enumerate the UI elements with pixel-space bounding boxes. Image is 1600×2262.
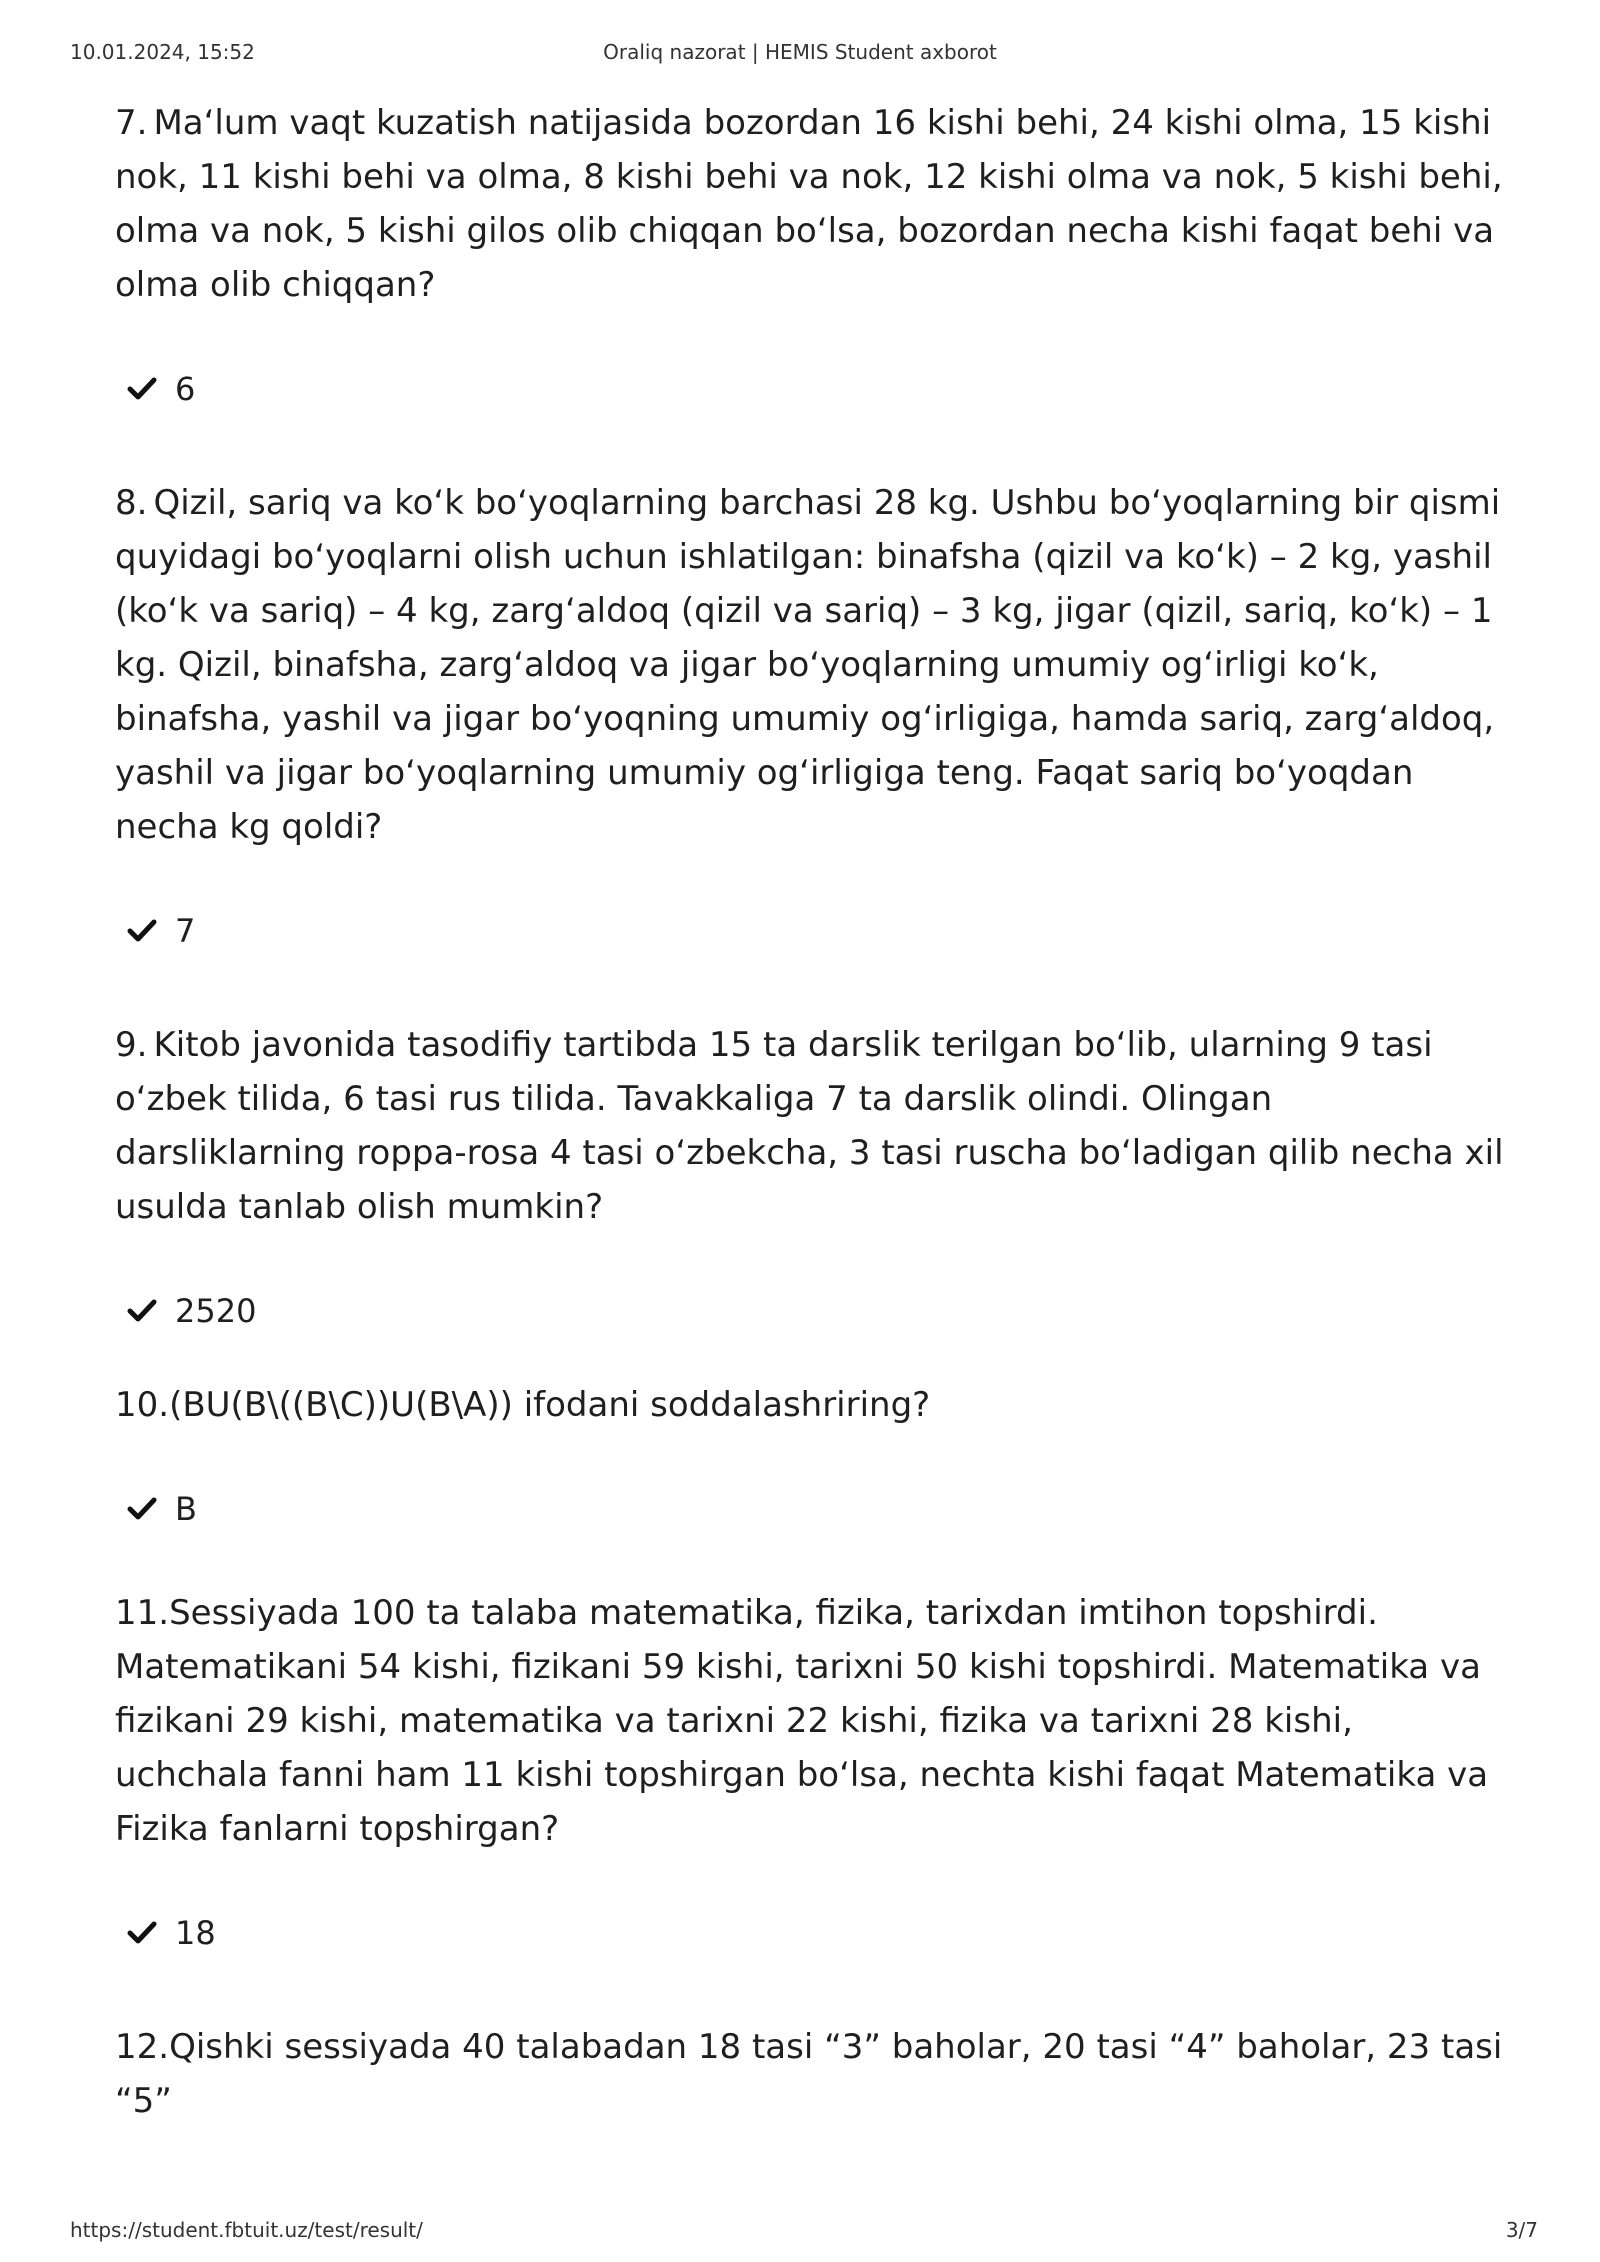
- question-number: 7.: [115, 103, 148, 143]
- question-text: Ma‘lum vaqt kuzatish natijasida bozordan 16 kishi behi, 24 kishi olma, 15 kishi nok, 11 kishi behi va olma, 8 kishi behi va nok, 12 kishi olma va nok, 5 kishi behi, olma va nok, 5 kishi gilos olib chiqqan bo‘lsa, bozordan necha kishi faqat behi va olma olib chiqqan?: [115, 103, 1503, 305]
- answer-9: [127, 1286, 1510, 1336]
- answer-value: 7: [175, 912, 196, 950]
- answer-11: [127, 1908, 1510, 1958]
- question-number: 10.: [115, 1385, 170, 1425]
- print-header: [0, 40, 1600, 68]
- question-text: Qishki sessiyada 40 talabadan 18 tasi “3” baholar, 20 tasi “4” baholar, 23 tasi “5”: [115, 2027, 1503, 2121]
- question-7: [115, 96, 1510, 312]
- check-icon: [127, 1494, 157, 1524]
- question-8: [115, 476, 1510, 854]
- question-list: [115, 96, 1510, 2128]
- question-number: 9.: [115, 1025, 148, 1065]
- question-text: Qizil, sariq va ko‘k bo‘yoqlarning barchasi 28 kg. Ushbu bo‘yoqlarning bir qismi quyidagi bo‘yoqlarni olish uchun ishlatilgan: binafsha (qizil va ko‘k) – 2 kg, yashil (ko‘k va sariq) – 4 kg, zarg‘aldoq (qizil va sariq) – 3 kg, jigar (qizil, sariq, ko‘k) – 1 kg. Qizil, binafsha, zarg‘aldoq va jigar bo‘yoqlarning umumiy og‘irligi ko‘k, binafsha, yashil va jigar bo‘yoqning umumiy og‘irligiga, hamda sariq, zarg‘aldoq, yashil va jigar bo‘yoqlarning umumiy og‘irligiga teng. Faqat sariq bo‘yoqdan necha kg qoldi?: [115, 483, 1501, 847]
- question-11: [115, 1586, 1510, 1856]
- answer-10: [127, 1484, 1510, 1534]
- answer-8: [127, 906, 1510, 956]
- question-10: [115, 1378, 1510, 1432]
- answer-value: B: [175, 1490, 197, 1528]
- answer-value: 18: [175, 1914, 216, 1952]
- check-icon: [127, 374, 157, 404]
- question-9: [115, 1018, 1510, 1234]
- question-number: 12.: [115, 2027, 170, 2067]
- question-number: 11.: [115, 1593, 170, 1633]
- answer-value: 2520: [175, 1292, 257, 1330]
- question-number: 8.: [115, 483, 148, 523]
- check-icon: [127, 1918, 157, 1948]
- question-text: (BU(B\((B\C))U(B\A)) ifodani soddalashriring?: [169, 1385, 931, 1425]
- page-url: https://student.fbtuit.uz/test/result/: [70, 2218, 423, 2242]
- document-title: Oraliq nazorat | HEMIS Student axborot: [603, 40, 997, 64]
- check-icon: [127, 916, 157, 946]
- page-number: 3/7: [1505, 2218, 1538, 2242]
- print-date: 10.01.2024, 15:52: [70, 40, 255, 64]
- answer-value: 6: [175, 370, 196, 408]
- print-footer: [0, 2218, 1600, 2246]
- question-text: Kitob javonida tasodifiy tartibda 15 ta darslik terilgan bo‘lib, ularning 9 tasi o‘zbek tilida, 6 tasi rus tilida. Tavakkaliga 7 ta darslik olindi. Olingan darsliklarning roppa-rosa 4 tasi o‘zbekcha, 3 tasi ruscha bo‘ladigan qilib necha xil usulda tanlab olish mumkin?: [115, 1025, 1504, 1227]
- check-icon: [127, 1296, 157, 1326]
- question-text: Sessiyada 100 ta talaba matematika, fizika, tarixdan imtihon topshirdi. Matematikani 54 kishi, fizikani 59 kishi, tarixni 50 kishi topshirdi. Matematika va fizikani 29 kishi, matematika va tarixni 22 kishi, fizika va tarixni 28 kishi, uchchala fanni ham 11 kishi topshirgan bo‘lsa, nechta kishi faqat Matematika va Fizika fanlarni topshirgan?: [115, 1593, 1489, 1849]
- answer-7: [127, 364, 1510, 414]
- question-12: [115, 2020, 1510, 2128]
